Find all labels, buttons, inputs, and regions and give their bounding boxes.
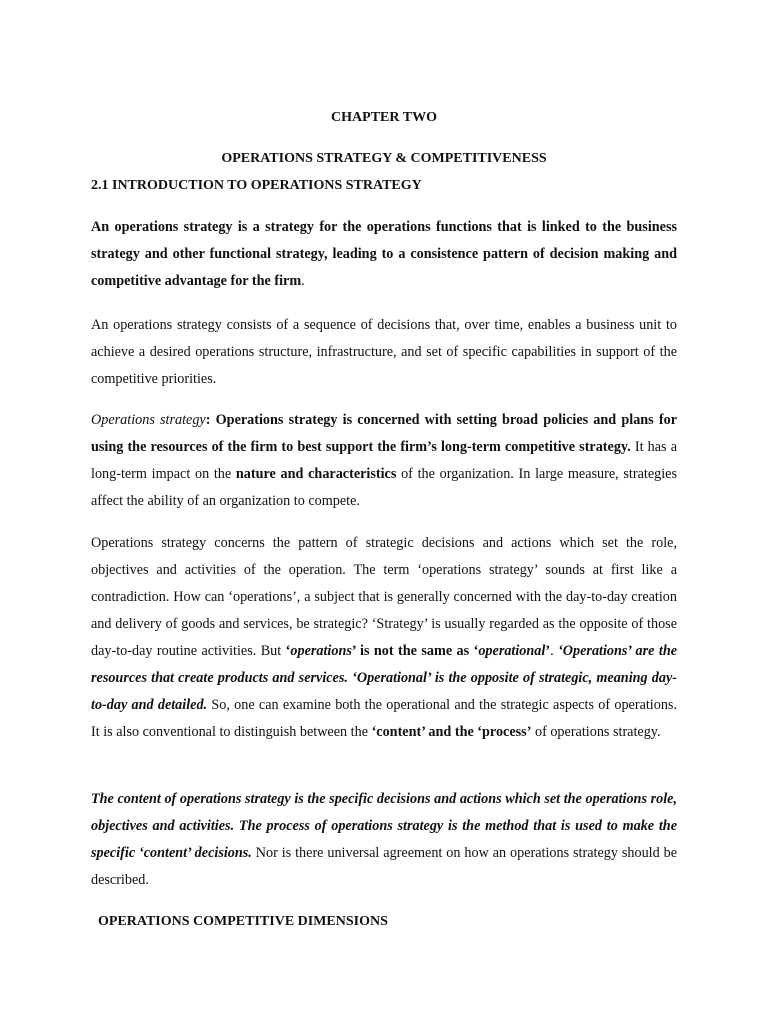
paragraph-operations-strategy [91,407,677,515]
section-heading: 2.1 INTRODUCTION TO OPERATIONS STRATEGY [91,178,422,193]
bold-content-process: ‘content’ and the ‘process’ [371,724,532,740]
term-operations-strategy: Operations strategy [91,412,206,428]
text-segment: It has a long-term impact on the [91,439,677,482]
paragraph-pattern [91,530,677,746]
definition-bold-text: An operations strategy is a strategy for the operations functions that is linked to the business strategy and other functional strategy, leading to a consistence pattern of decision making and competitive advantage for the firm [91,219,677,289]
quoted-operational: operational [478,643,546,659]
definition-bold: Operations strategy is concerned with setting broad policies and plans for using the resources of the firm to best support the firm’s long-term competitive strategy. [91,412,677,455]
text-segment: Nor is there universal agreement on how an operations strategy should be described. [91,845,677,888]
quote-close: ’ [545,643,551,659]
quote-mid: ’ is not the same as ‘ [351,643,479,659]
bold-phrase: nature and characteristics [235,466,397,482]
definition-period: . [301,273,305,289]
quote-open: ‘ [285,643,291,659]
italic-bold-definition: ‘Operations’ are the resources that create products and services. ‘Operational’ is the opposite of strategic, meaning day-to-day and detailed. [91,643,678,713]
chapter-label: CHAPTER TWO [331,110,437,125]
text-segment: Operations strategy concerns the pattern of strategic decisions and actions which set the role, objectives and activities of the operation. The term ‘operations strategy’ sounds at first like a contradiction. How can ‘operations’, a subject that is generally concerned with the day-to-day creation and delivery of goods and services, be strategic? ‘Strategy’ is usually regarded as the opposite of those day-to-day routine activities. But [91,535,677,659]
text-segment: of operations strategy. [531,724,661,740]
paragraph-content [91,786,677,894]
text-segment: So, one can examine both the operational and the strategic aspects of operations. It is also conventional to distinguish between the [91,697,677,740]
text-segment: of the organization. In large measure, strategies affect the ability of an organization to compete. [91,466,677,509]
quoted-operations: operations [290,643,352,659]
subheading-competitive-dimensions: OPERATIONS COMPETITIVE DIMENSIONS [98,914,388,929]
italic-bold-content: The content of operations strategy is the specific decisions and actions which set the operations role, objectives and activities. The process of operations strategy is the method that is used to make the specific ‘content’ decisions. [91,791,677,861]
text-segment: . [550,643,559,659]
paragraph-sequence: An operations strategy consists of a sequence of decisions that, over time, enables a business unit to achieve a desired operations structure, infrastructure, and set of specific capabilities in support of the competitive priorities. [91,317,677,387]
paragraph-definition [91,214,677,295]
term-colon: : [205,412,216,428]
chapter-title: OPERATIONS STRATEGY & COMPETITIVENESS [221,151,547,166]
